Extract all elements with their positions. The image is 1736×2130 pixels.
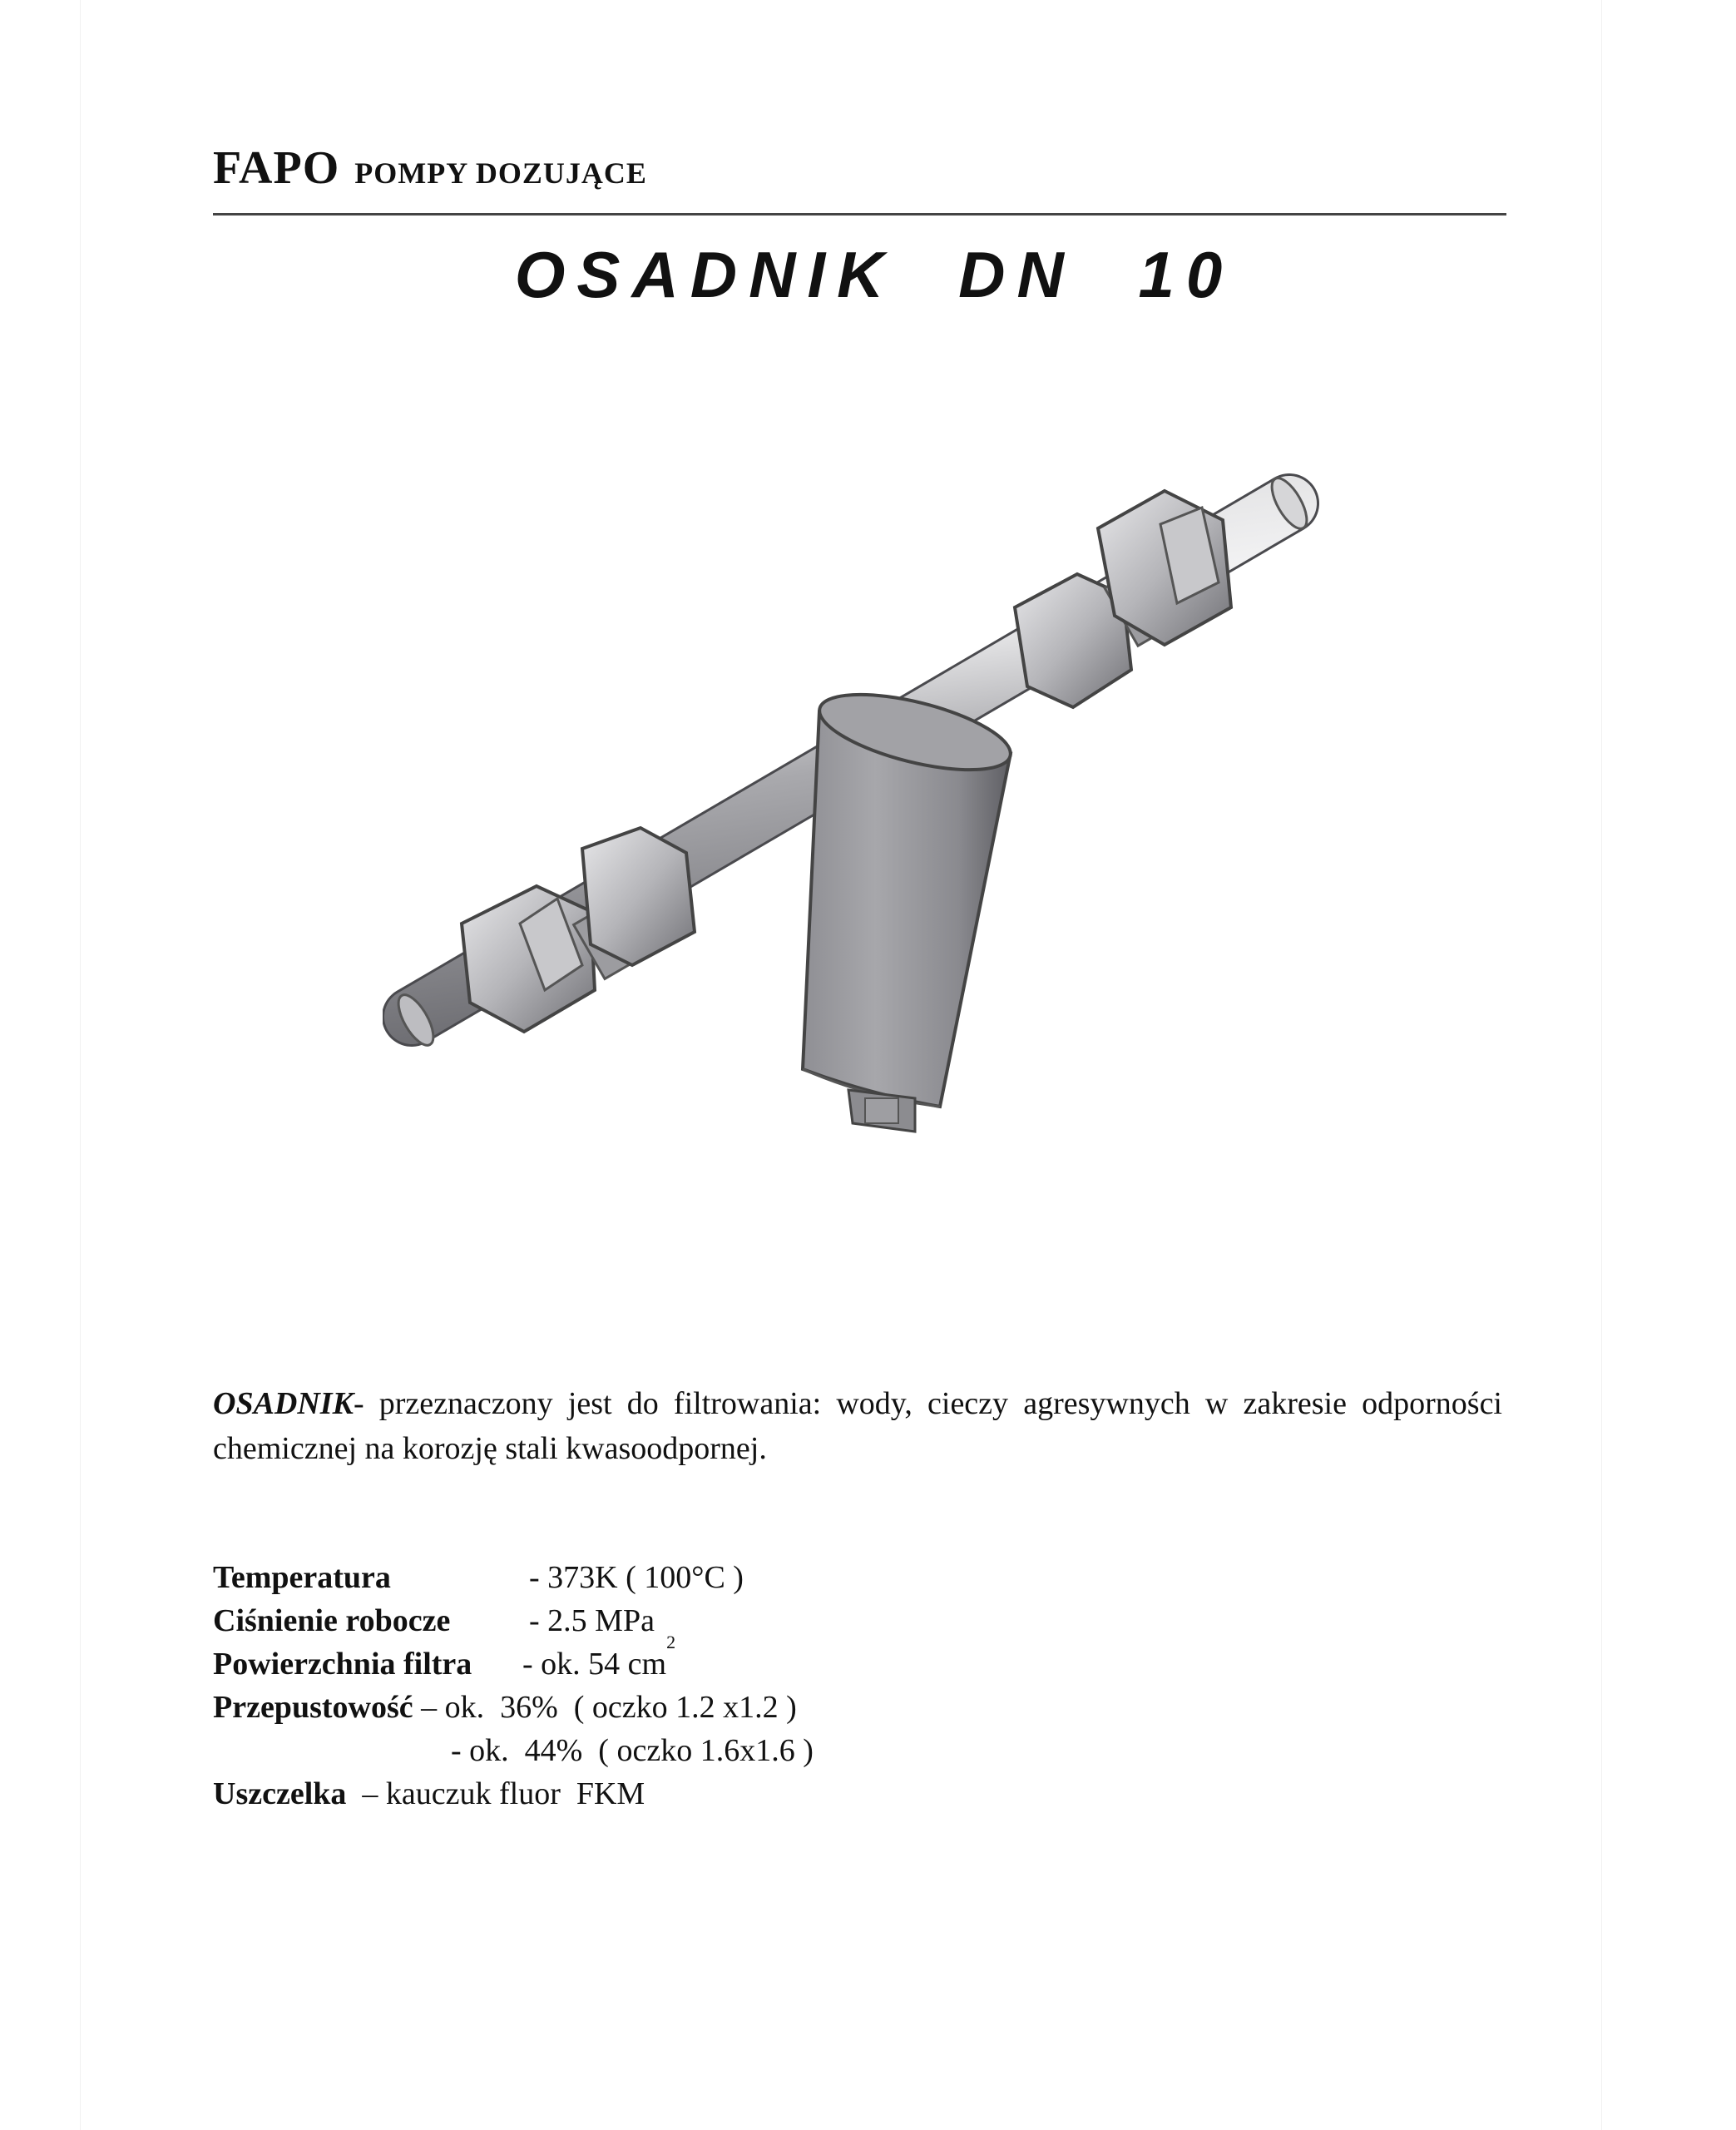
spec-temperature [213,1556,814,1599]
page-title: OSADNIK DN 10 [514,238,1234,311]
page-edge-right [1601,0,1602,2130]
spec-value: – kauczuk fluor FKM [346,1776,645,1811]
spec-value-superscript: 2 [666,1632,676,1652]
spec-pressure [213,1599,814,1642]
spec-value: – ok. 36% ( oczko 1.2 x1.2 ) [413,1690,797,1725]
right-fitting [1015,491,1231,707]
spec-filter-area [213,1632,814,1686]
strainer-illustration [383,458,1339,1173]
spec-value: - ok. 44% ( oczko 1.6x1.6 ) [451,1733,814,1768]
spec-label: Temperatura [213,1560,391,1595]
specifications [213,1556,814,1815]
spec-label: Powierzchnia filtra [213,1647,472,1682]
document-header [213,141,647,195]
product-description [213,1381,1502,1471]
spec-flow [213,1686,814,1729]
spec-value: - 2.5 MPa [529,1603,655,1638]
description-term: OSADNIK [213,1386,354,1421]
spec-value: - 373K ( 100°C ) [529,1560,744,1595]
left-fitting [462,828,695,1032]
spec-gasket [213,1772,814,1815]
spec-label: Przepustowość [213,1690,413,1725]
page-edge-left [80,0,81,2130]
spec-value: - ok. 54 cm [522,1647,667,1682]
brand-name: FAPO [213,142,340,194]
spec-label: Uszczelka [213,1776,347,1811]
spec-flow-2 [213,1729,814,1772]
header-divider [213,213,1506,215]
brand-subtitle: POMPY DOZUJĄCE [354,156,647,190]
spec-label: Ciśnienie robocze [213,1603,451,1638]
strainer-body [803,680,1017,1132]
description-text: - przeznaczony jest do filtrowania: wody, cieczy agresywnych w zakresie odporności chemicznej na korozję stali kwasoodpornej. [213,1386,1502,1466]
